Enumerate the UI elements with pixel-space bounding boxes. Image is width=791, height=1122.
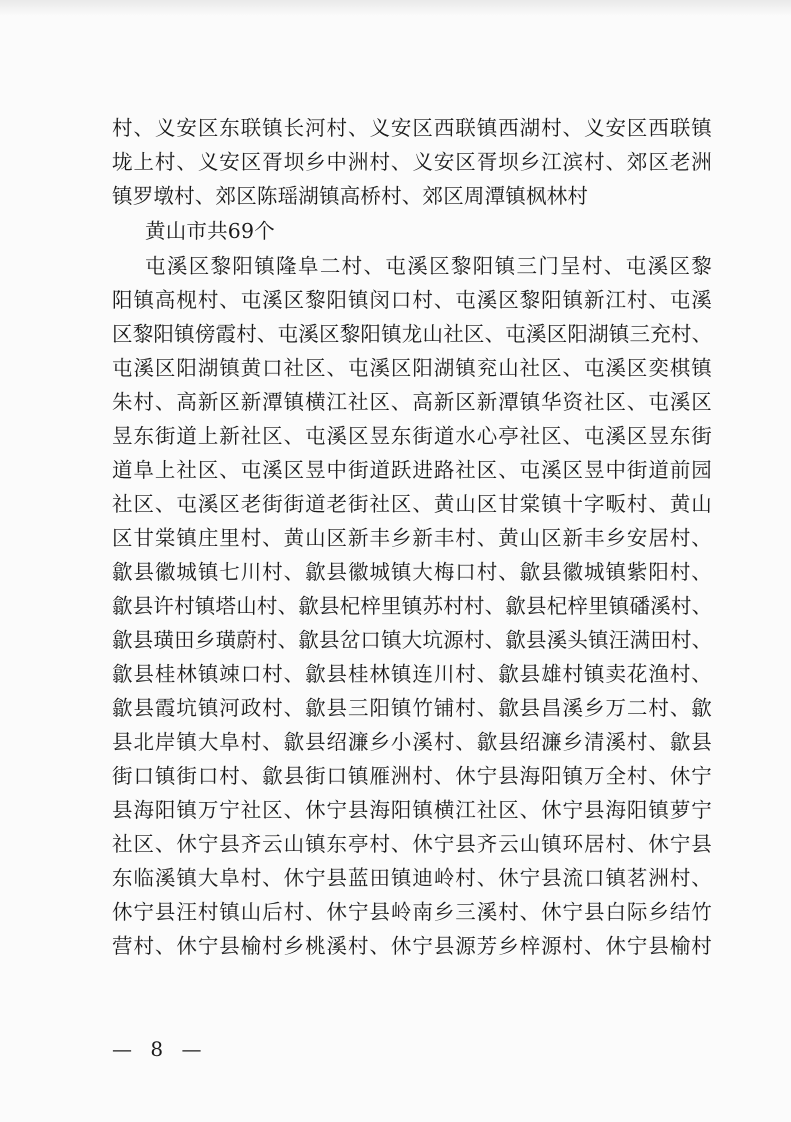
text-line: 阳镇高枧村、屯溪区黎阳镇闵口村、屯溪区黎阳镇新江村、屯溪 (112, 288, 712, 312)
text-line: 县海阳镇万宁社区、休宁县海阳镇横江社区、休宁县海阳镇萝宁 (112, 798, 712, 822)
text-line: 歙县徽城镇七川村、歙县徽城镇大梅口村、歙县徽城镇紫阳村、 (112, 560, 712, 584)
text-line: 镇罗墩村、郊区陈瑶湖镇高桥村、郊区周潭镇枫林村 (112, 184, 589, 208)
text-line: 歙县璜田乡璜蔚村、歙县岔口镇大坑源村、歙县溪头镇汪满田村、 (112, 628, 713, 652)
text-line: 社区、休宁县齐云山镇东亭村、休宁县齐云山镇环居村、休宁县 (112, 832, 712, 856)
text-line: 屯溪区阳湖镇黄口社区、屯溪区阳湖镇兖山社区、屯溪区奕棋镇 (112, 356, 712, 380)
text-line: 东临溪镇大阜村、休宁县蓝田镇迪岭村、休宁县流口镇茗洲村、 (112, 866, 712, 890)
text-line: 区甘棠镇庄里村、黄山区新丰乡新丰村、黄山区新丰乡安居村、 (112, 526, 712, 550)
text-line: 休宁县汪村镇山后村、休宁县岭南乡三溪村、休宁县白际乡结竹 (112, 900, 712, 924)
text-line: 街口镇街口村、歙县街口镇雁洲村、休宁县海阳镇万全村、休宁 (112, 764, 712, 788)
scan-top-edge (0, 0, 791, 16)
text-line: 垅上村、义安区胥坝乡中洲村、义安区胥坝乡江滨村、郊区老洲 (112, 150, 712, 174)
text-line: 朱村、高新区新潭镇横江社区、高新区新潭镇华资社区、屯溪区 (112, 390, 712, 414)
text-line: 区黎阳镇傍霞村、屯溪区黎阳镇龙山社区、屯溪区阳湖镇三充村、 (112, 322, 713, 346)
text-line: 道阜上社区、屯溪区昱中街道跃进路社区、屯溪区昱中街道前园 (112, 458, 712, 482)
text-line: 营村、休宁县榆村乡桃溪村、休宁县源芳乡梓源村、休宁县榆村 (112, 934, 712, 958)
text-line: 昱东街道上新社区、屯溪区昱东街道水心亭社区、屯溪区昱东街 (112, 424, 712, 448)
text-line: 县北岸镇大阜村、歙县绍濂乡小溪村、歙县绍濂乡清溪村、歙县 (112, 730, 712, 754)
page-number: — 8 — (112, 1037, 208, 1061)
text-line: 歙县霞坑镇河政村、歙县三阳镇竹铺村、歙县昌溪乡万二村、歙 (112, 696, 712, 720)
text-line: 歙县许村镇塔山村、歙县杞梓里镇苏村村、歙县杞梓里镇磻溪村、 (112, 594, 713, 618)
text-line: 屯溪区黎阳镇隆阜二村、屯溪区黎阳镇三门呈村、屯溪区黎 (145, 254, 712, 278)
section-heading: 黄山市共69个 (145, 219, 275, 243)
text-line: 歙县桂林镇竦口村、歙县桂林镇连川村、歙县雄村镇卖花渔村、 (112, 662, 712, 686)
text-line: 村、义安区东联镇长河村、义安区西联镇西湖村、义安区西联镇 (112, 116, 712, 140)
text-line: 社区、屯溪区老街街道老街社区、黄山区甘棠镇十字畈村、黄山 (112, 492, 712, 516)
